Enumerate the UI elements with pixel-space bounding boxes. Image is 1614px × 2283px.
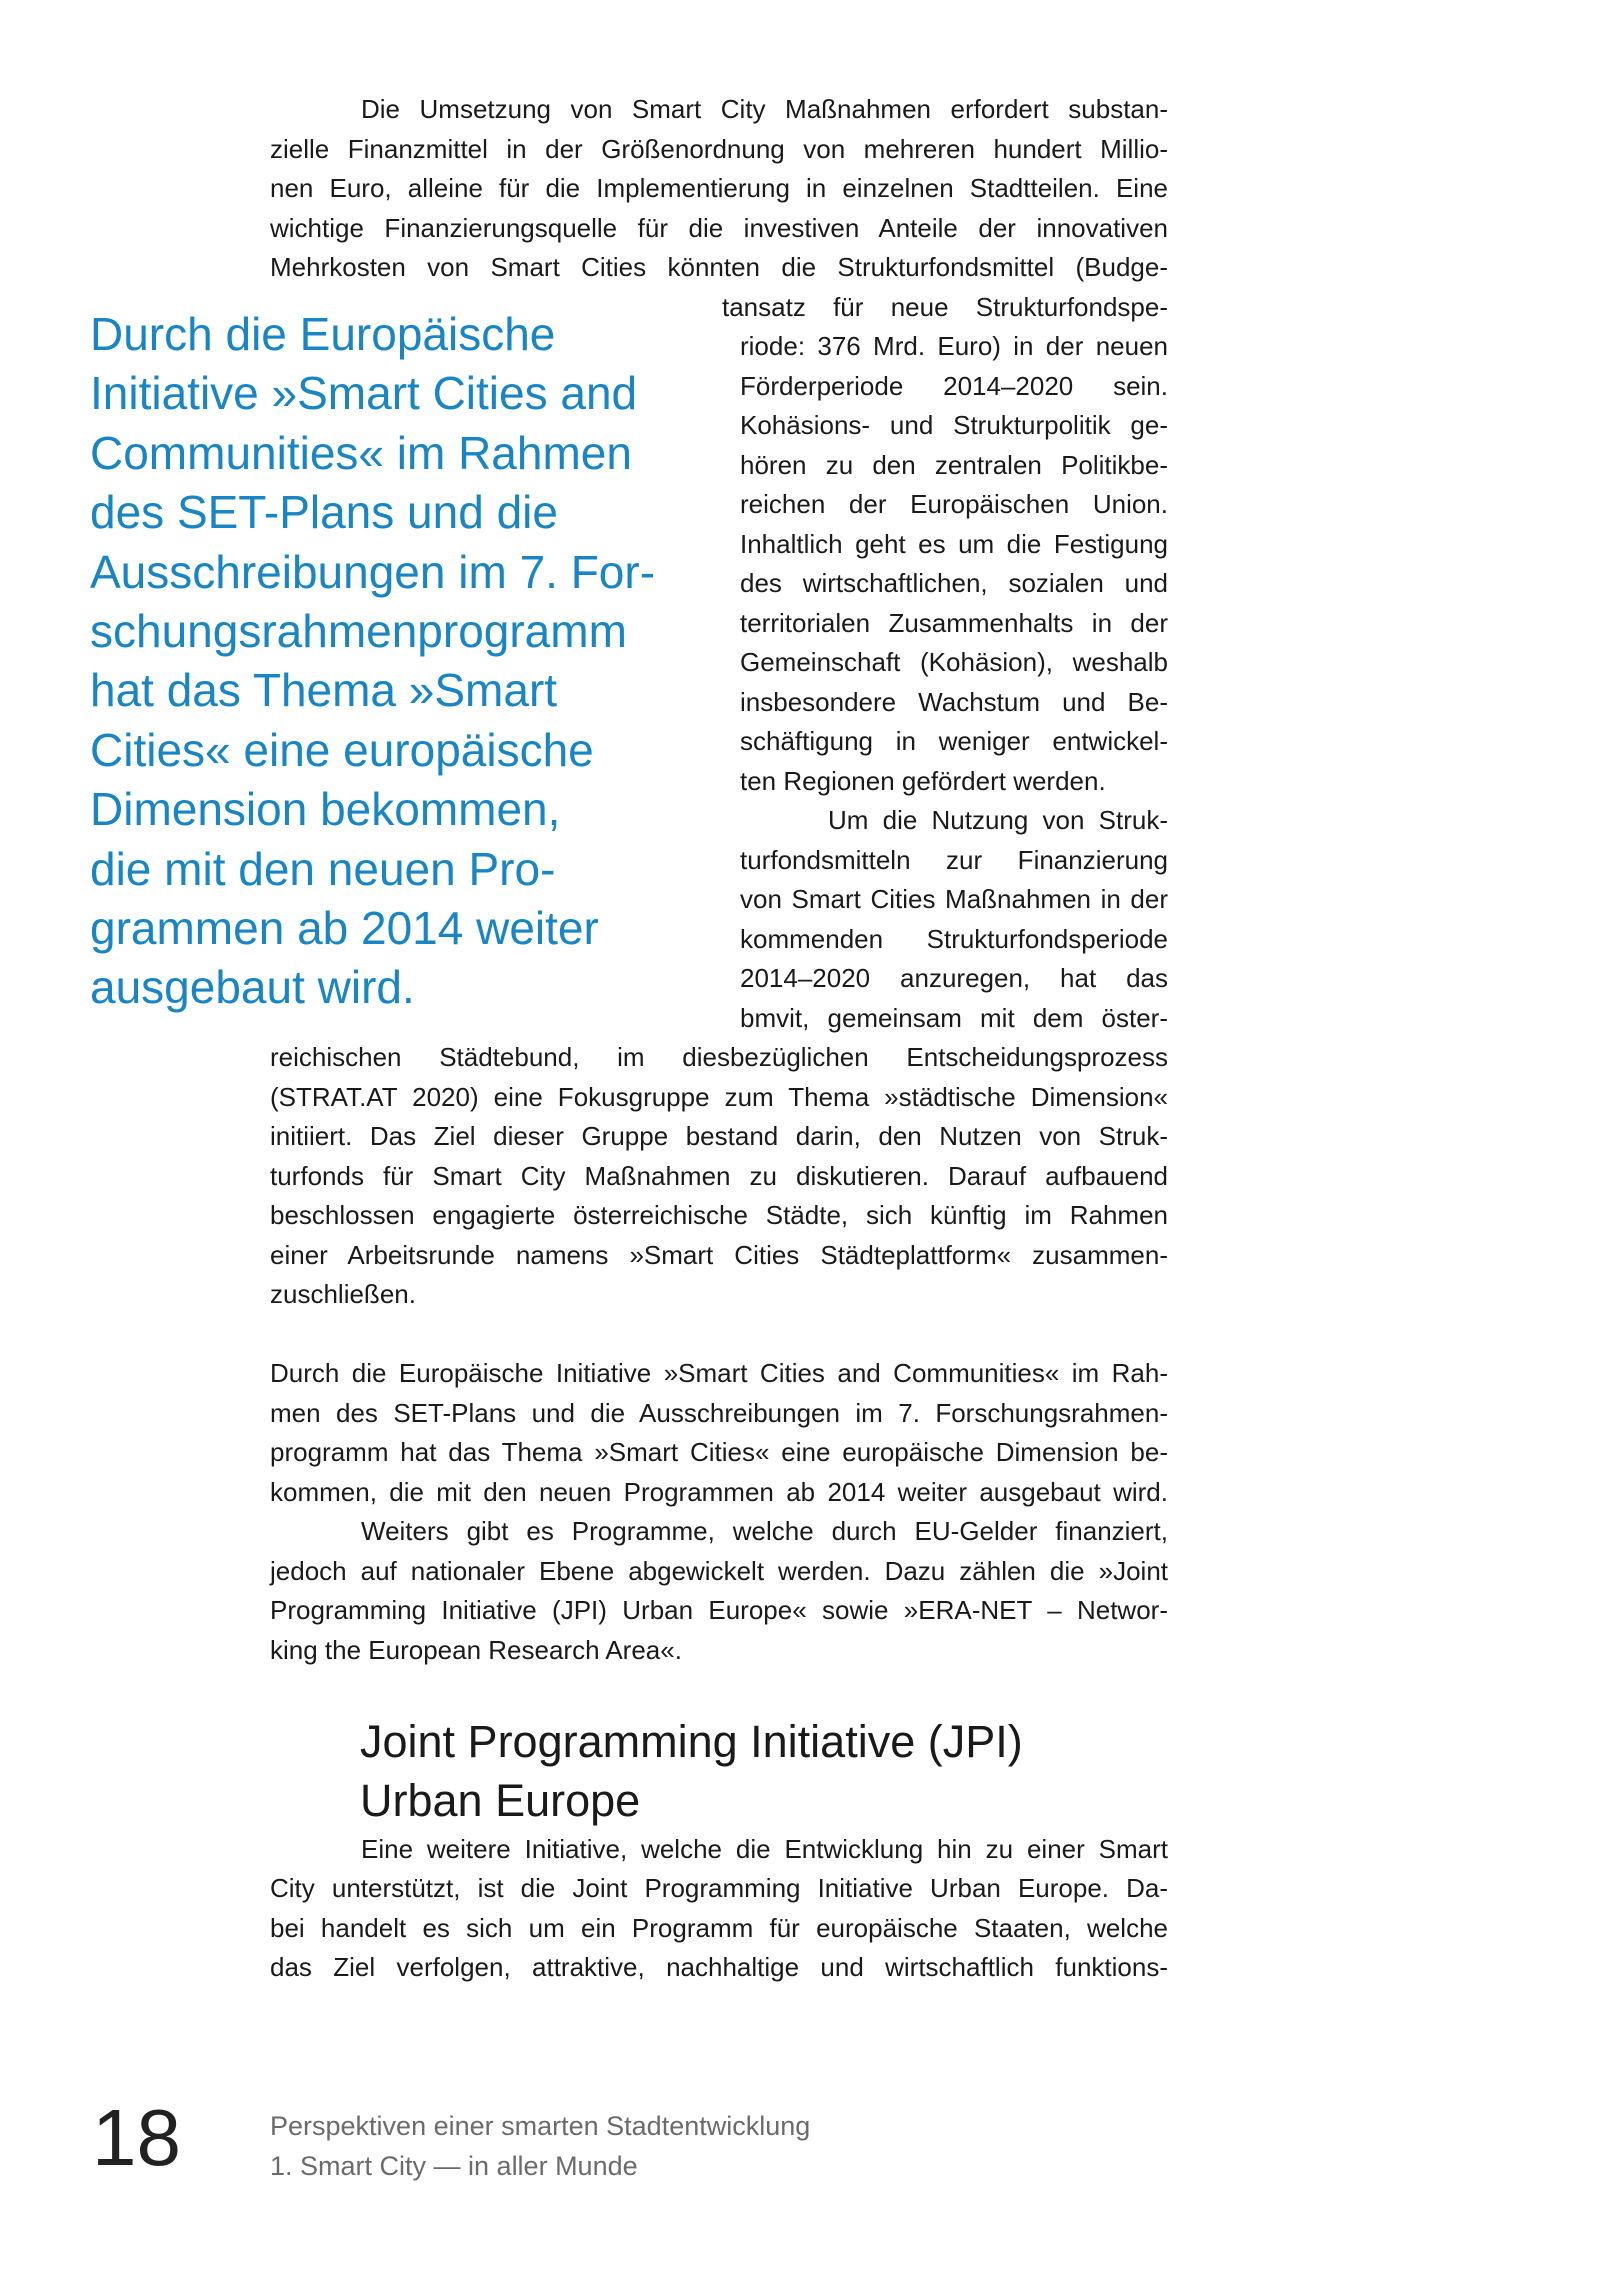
text-line: initiiert. Das Ziel dieser Gruppe bestand darin, den Nutzen von Struk-: [270, 1121, 1168, 1151]
text-line: reichischen Städtebund, im diesbezüglichen Entscheidungsprozess: [270, 1042, 1168, 1072]
text-line: zuschließen.: [270, 1279, 416, 1309]
pull-quote: [90, 305, 730, 1018]
pull-quote-line: Ausschreibungen im 7. For-: [90, 545, 656, 598]
pull-quote-line: Durch die Europäische: [90, 308, 556, 360]
text-line: hören zu den zentralen Politikbe-: [740, 450, 1168, 480]
text-line: tansatz für neue Strukturfondspe-: [722, 292, 1168, 322]
section-heading-line: Joint Programming Initiative (JPI): [360, 1716, 1023, 1767]
text-line: beschlossen engagierte österreichische Städte, sich künftig im Rahmen: [270, 1200, 1168, 1230]
footer-book-title: Perspektiven einer smarten Stadtentwicklung: [270, 2111, 811, 2141]
section-heading: [360, 1712, 1260, 1830]
text-line: men des SET-Plans und die Ausschreibungen im 7. Forschungsrahmen-: [270, 1398, 1168, 1428]
text-line: das Ziel verfolgen, attraktive, nachhaltige und wirtschaftlich funktions-: [270, 1952, 1168, 1982]
pull-quote-line: hat das Thema »Smart: [90, 664, 558, 717]
text-line: City unterstützt, ist die Joint Programming Initiative Urban Europe. Da-: [270, 1873, 1168, 1903]
pull-quote-line: schungsrahmenprogramm: [90, 604, 627, 657]
text-line: riode: 376 Mrd. Euro) in der neuen: [740, 331, 1168, 361]
pull-quote-line: Communities« im Rahmen: [90, 426, 632, 479]
footer-chapter: 1. Smart City — in aller Munde: [270, 2151, 638, 2181]
text-line: Gemeinschaft (Kohäsion), weshalb: [740, 647, 1168, 677]
text-line: zielle Finanzmittel in der Größenordnung von mehreren hundert Millio-: [270, 134, 1168, 164]
text-line: Förderperiode 2014–2020 sein.: [740, 371, 1168, 401]
text-line: Inhaltlich geht es um die Festigung: [740, 529, 1168, 559]
text-line: Um die Nutzung von Struk-: [828, 805, 1168, 835]
pull-quote-line: ausgebaut wird.: [90, 961, 415, 1014]
pull-quote-line: die mit den neuen Pro-: [90, 842, 556, 895]
text-line: Eine weitere Initiative, welche die Entwicklung hin zu einer Smart: [361, 1834, 1168, 1864]
text-line: Weiters gibt es Programme, welche durch EU-Gelder finanziert,: [361, 1516, 1168, 1546]
pull-quote-line: Initiative »Smart Cities and: [90, 367, 638, 420]
pull-quote-line: grammen ab 2014 weiter: [90, 901, 599, 954]
text-line: schäftigung in weniger entwickel-: [740, 726, 1168, 756]
text-line: turfonds für Smart City Maßnahmen zu diskutieren. Darauf aufbauend: [270, 1161, 1168, 1191]
text-line: des wirtschaftlichen, sozialen und: [740, 568, 1168, 598]
text-line: nen Euro, alleine für die Implementierung in einzelnen Stadtteilen. Eine: [270, 173, 1168, 203]
pull-quote-line: Dimension bekommen,: [90, 783, 561, 836]
text-line: king the European Research Area«.: [270, 1635, 682, 1665]
text-line: Kohäsions- und Strukturpolitik ge-: [740, 410, 1168, 440]
pull-quote-line: Cities« eine europäische: [90, 723, 594, 776]
text-line: kommen, die mit den neuen Programmen ab 2014 weiter ausgebaut wird.: [270, 1477, 1168, 1507]
section-heading-line: Urban Europe: [360, 1775, 641, 1826]
text-line: insbesondere Wachstum und Be-: [740, 687, 1168, 717]
text-line: kommenden Strukturfondsperiode: [740, 924, 1168, 954]
text-line: einer Arbeitsrunde namens »Smart Cities Städteplattform« zusammen-: [270, 1240, 1168, 1270]
text-line: territorialen Zusammenhalts in der: [740, 608, 1168, 638]
text-line: 2014–2020 anzuregen, hat das: [740, 963, 1168, 993]
pull-quote-line: des SET-Plans und die: [90, 486, 558, 539]
text-line: Durch die Europäische Initiative »Smart Cities and Communities« im Rah-: [270, 1358, 1168, 1388]
text-line: Mehrkosten von Smart Cities könnten die Strukturfondsmittel (Budge-: [270, 252, 1168, 282]
text-line: (STRAT.AT 2020) eine Fokusgruppe zum Thema »städtische Dimension«: [270, 1082, 1168, 1112]
running-footer: [270, 2106, 810, 2186]
text-line: Programming Initiative (JPI) Urban Europe« sowie »ERA-NET – Networ-: [270, 1595, 1168, 1625]
text-line: programm hat das Thema »Smart Cities« eine europäische Dimension be-: [270, 1437, 1168, 1467]
text-line: ten Regionen gefördert werden.: [740, 766, 1106, 796]
text-line: jedoch auf nationaler Ebene abgewickelt werden. Dazu zählen die »Joint: [270, 1556, 1168, 1586]
page-number: 18: [92, 2093, 181, 2182]
text-line: bmvit, gemeinsam mit dem öster-: [740, 1003, 1168, 1033]
text-line: von Smart Cities Maßnahmen in der: [740, 884, 1168, 914]
text-line: wichtige Finanzierungsquelle für die investiven Anteile der innovativen: [270, 213, 1168, 243]
text-line: turfondsmitteln zur Finanzierung: [740, 845, 1168, 875]
text-line: reichen der Europäischen Union.: [740, 489, 1168, 519]
text-line: bei handelt es sich um ein Programm für europäische Staaten, welche: [270, 1913, 1168, 1943]
text-line: Die Umsetzung von Smart City Maßnahmen erfordert substan-: [361, 94, 1168, 124]
